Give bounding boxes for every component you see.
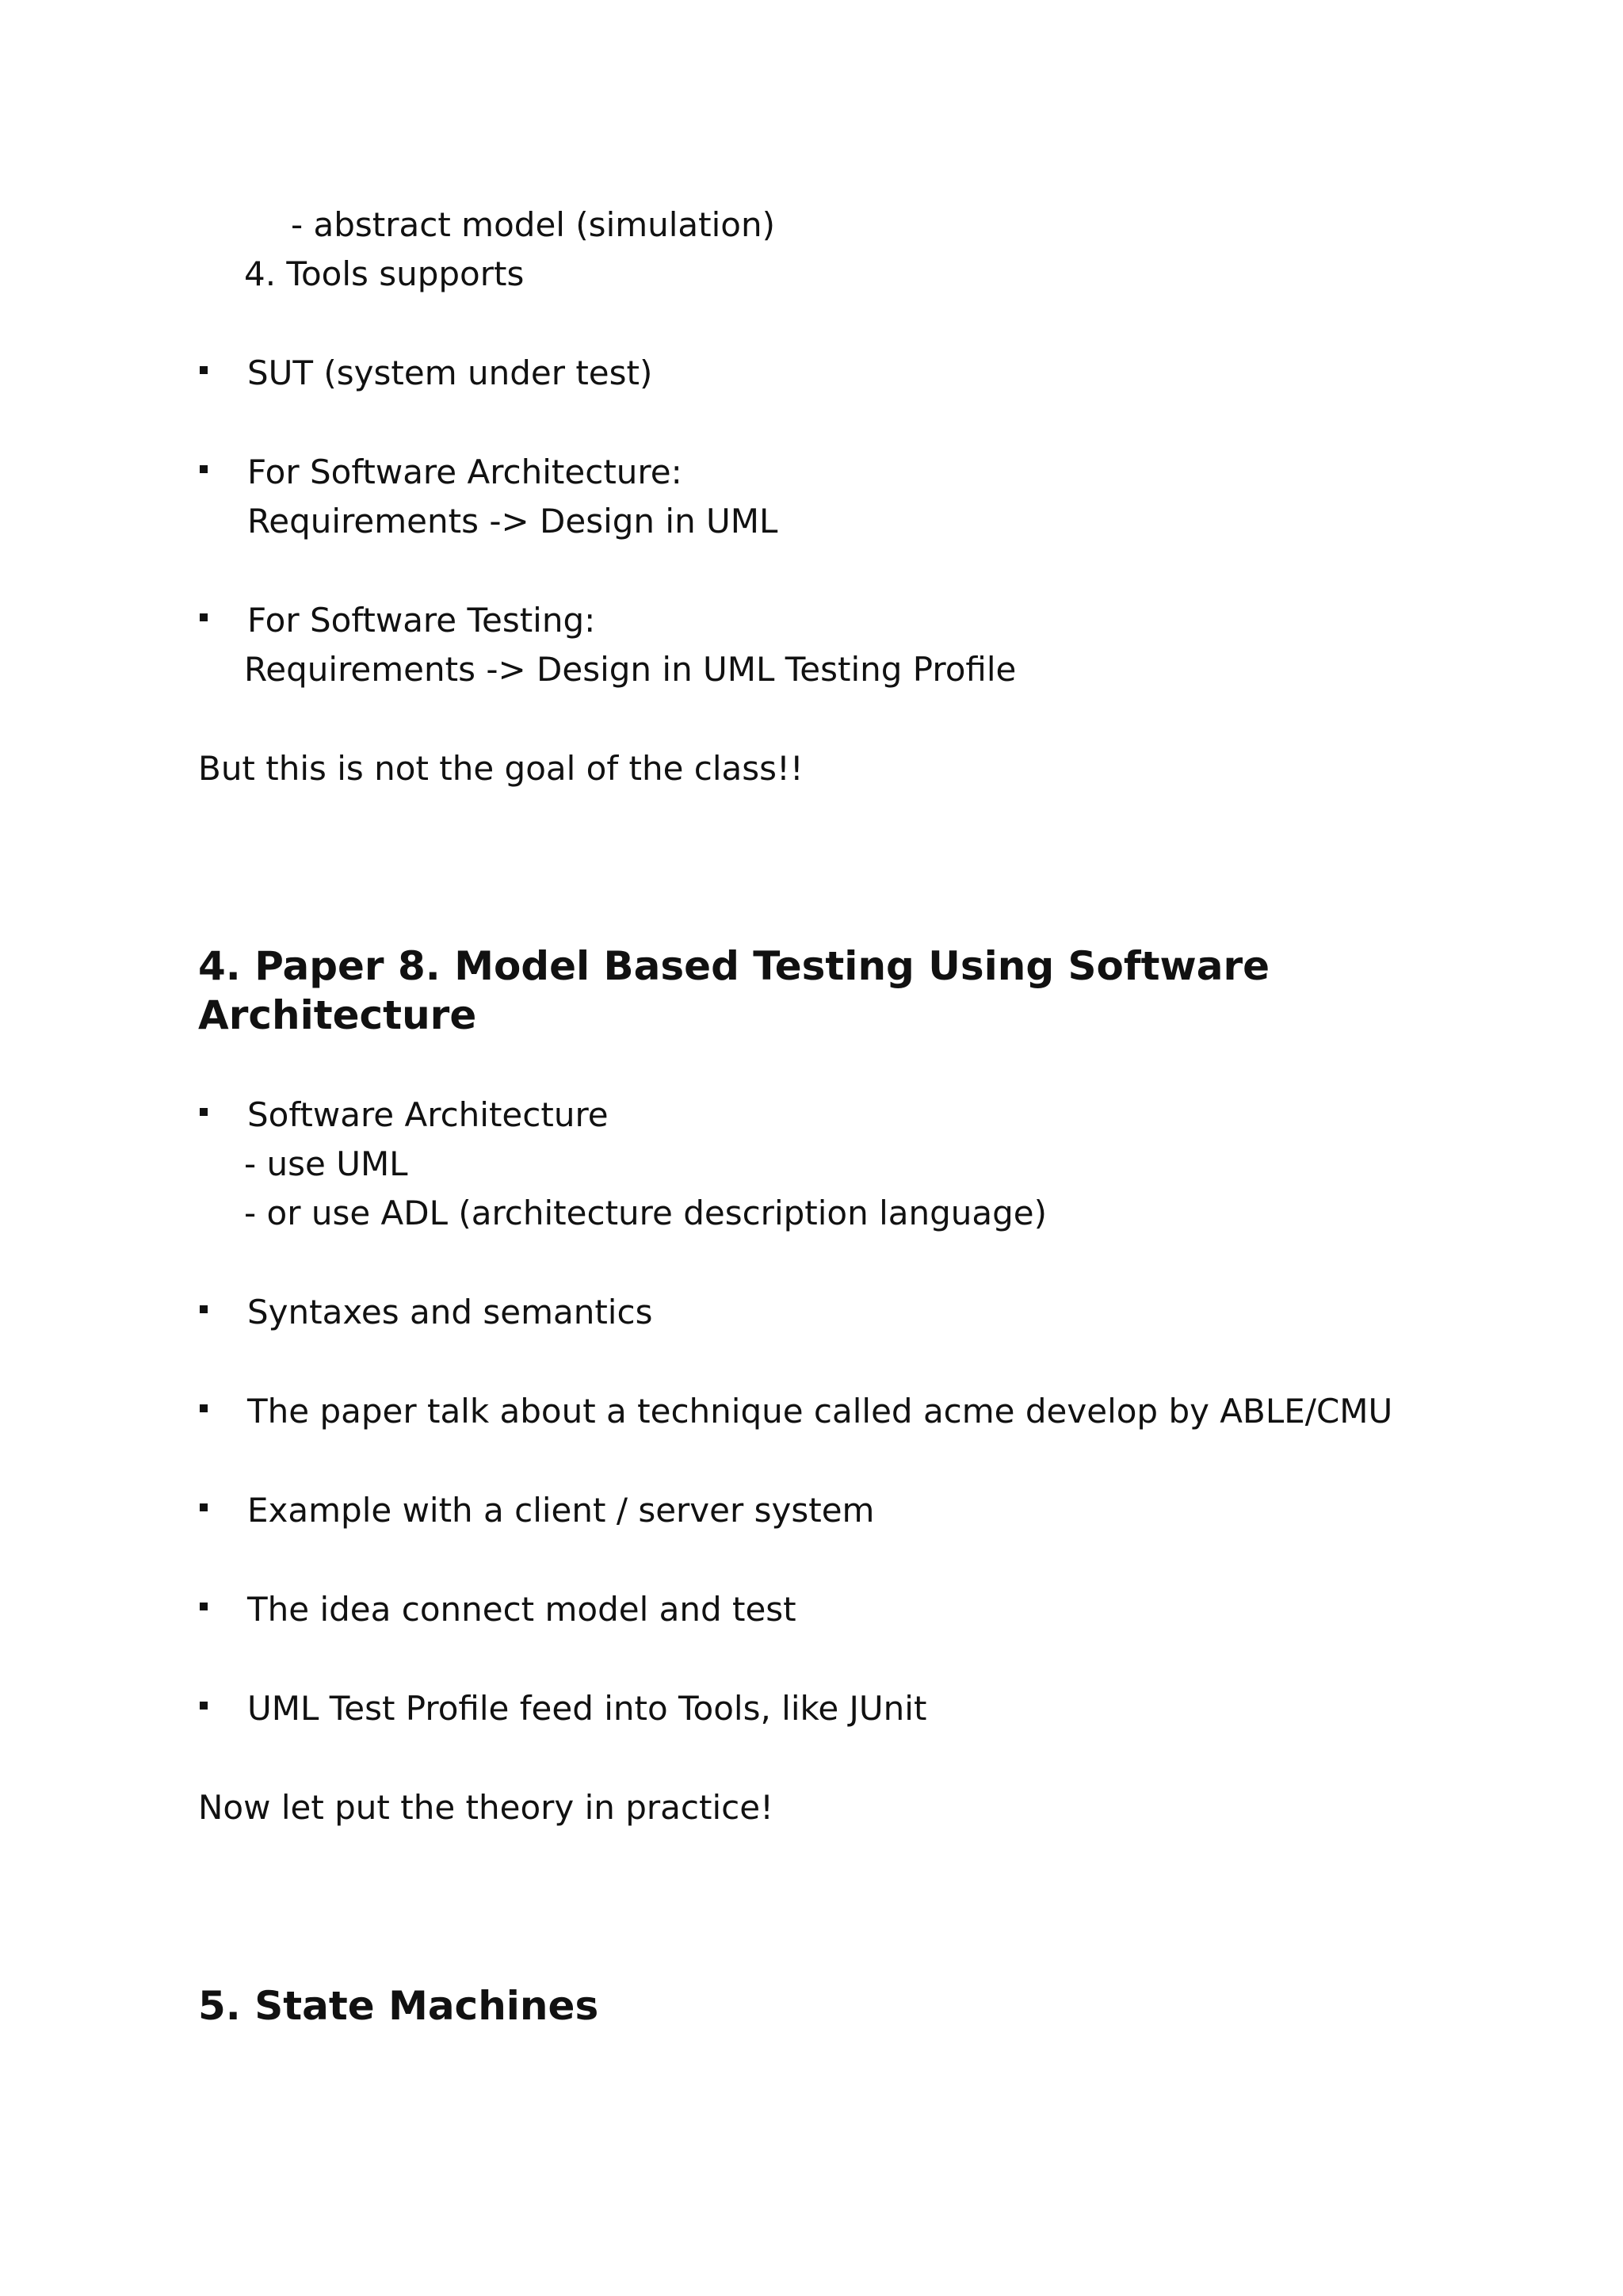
bullet-marker [200,1108,208,1116]
paragraph-not-the-goal: But this is not the goal of the class!! [198,749,804,788]
section-4-heading-line1: 4. Paper 8. Model Based Testing Using Software [198,943,1270,989]
bullet-text-connect-model: The idea connect model and test [247,1590,796,1629]
sub-item-use-uml: - use UML [244,1144,408,1183]
bullet-text-software-architecture: For Software Architecture: [247,453,682,491]
bullet-text-sut: SUT (system under test) [247,353,653,392]
bullet-text-syntaxes: Syntaxes and semantics [247,1293,653,1331]
bullet-marker [200,465,208,473]
bullet-marker [200,366,208,374]
bullet-marker [200,1603,208,1610]
section-5-heading: 5. State Machines [198,1983,599,2029]
bullet-marker [200,613,208,621]
bullet-text-software-architecture-s4: Software Architecture [247,1095,609,1134]
bullet-text-uml-test-profile: UML Test Profile feed into Tools, like JUnit [247,1689,927,1728]
sub-item-use-adl: - or use ADL (architecture description language) [244,1194,1048,1232]
bullet-continuation-software-testing: Requirements -> Design in UML Testing Profile [244,650,1017,689]
paragraph-theory-in-practice: Now let put the theory in practice! [198,1788,773,1827]
bullet-marker [200,1404,208,1412]
section-4-heading-line2: Architecture [198,992,477,1038]
bullet-marker [200,1503,208,1511]
bullet-marker [200,1702,208,1710]
bullet-text-client-server: Example with a client / server system [247,1491,875,1530]
numbered-item-tools-supports: 4. Tools supports [244,254,525,293]
bullet-text-software-testing: For Software Testing: [247,601,596,640]
bullet-text-acme-technique: The paper talk about a technique called acme develop by ABLE/CMU [247,1392,1393,1431]
sub-item-abstract-model: - abstract model (simulation) [291,205,776,244]
bullet-continuation-software-architecture: Requirements -> Design in UML [247,502,778,541]
bullet-marker [200,1305,208,1313]
